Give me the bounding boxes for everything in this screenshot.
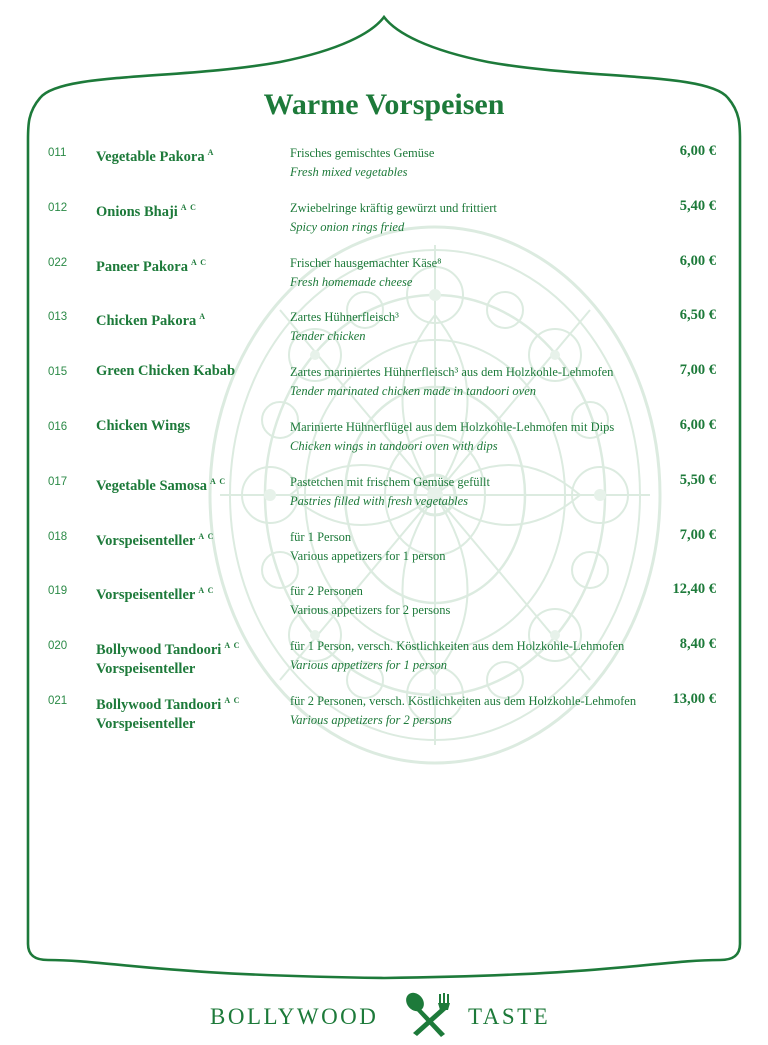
menu-item-code: 020 (48, 640, 68, 653)
menu-item-row (0, 527, 768, 577)
menu-item-description (290, 637, 665, 675)
page-title: Warme Vorspeisen (263, 88, 505, 121)
menu-item-price: 8,40 € (679, 636, 716, 653)
menu-item-description (290, 254, 665, 292)
menu-item-name (96, 143, 286, 167)
brand-name-left: BOLLYWOOD (210, 1004, 379, 1029)
menu-item-name-line1: Vorspeisenteller (96, 587, 196, 604)
description-german: Pastetchen mit frischem Gemüse gefüllt (290, 474, 490, 489)
menu-item-row (0, 307, 768, 357)
description-english: Chicken wings in tandoori oven with dips (290, 439, 498, 453)
description-german: Zwiebelringe kräftig gewürzt und frittiert (290, 200, 497, 215)
menu-item-row (0, 691, 768, 741)
menu-item-name (96, 253, 286, 277)
menu-item-code: 018 (48, 530, 68, 543)
allergen-codes: A C (180, 202, 197, 212)
description-english: Pastries filled with fresh vegetables (290, 493, 468, 508)
menu-item-price: 6,00 € (679, 143, 716, 159)
menu-item-row (0, 198, 768, 248)
menu-item-code: 011 (48, 147, 67, 159)
menu-item-row (0, 253, 768, 303)
menu-item-row (0, 143, 768, 193)
menu-item-row (0, 362, 768, 412)
menu-item-row (0, 472, 768, 522)
description-german: für 2 Personen, versch. Köstlichkeiten aus dem Holzkohle-Lehmofen (290, 694, 637, 708)
allergen-codes: A C (190, 257, 208, 267)
description-german: Frischer hausgemachter Käse⁸ (290, 255, 442, 270)
menu-item-price: 7,00 € (679, 526, 716, 543)
menu-item-row (0, 636, 768, 686)
menu-item-code: 021 (48, 695, 68, 707)
menu-item-name-line1: Chicken Pakora (96, 313, 197, 330)
description-english: Fresh homemade cheese (290, 274, 413, 289)
description-german: Zartes mariniertes Hühnerfleisch³ aus dem Holzkohle-Lehmofen (290, 365, 614, 380)
menu-item-description (290, 582, 665, 620)
description-english: Various appetizers for 2 persons (290, 713, 452, 727)
menu-item-name (96, 527, 286, 551)
menu-item-name (96, 581, 286, 605)
menu-item-name (96, 472, 286, 496)
menu-item-name-line1: Chicken Wings (96, 418, 191, 434)
menu-item-code: 013 (48, 311, 68, 324)
menu-item-name-line1: Vorspeisenteller (96, 532, 196, 549)
crossed-spoon-fork-icon (403, 992, 455, 1038)
menu-item-description (290, 199, 665, 237)
menu-item-row (0, 581, 768, 631)
description-english: Tender marinated chicken made in tandoori oven (290, 384, 537, 399)
allergen-codes: A (199, 312, 207, 322)
menu-item-description (290, 418, 665, 456)
menu-item-description (290, 144, 665, 182)
description-german: für 2 Personen (290, 584, 363, 599)
menu-item-description (290, 473, 665, 511)
description-german: für 1 Person, versch. Köstlichkeiten aus dem Holzkohle-Lehmofen (290, 639, 625, 654)
menu-item-price: 7,00 € (679, 362, 716, 379)
description-german: für 1 Person (290, 529, 352, 544)
menu-item-name-line2: Vorspeisenteller (96, 661, 196, 678)
menu-item-name-line1: Vegetable Samosa (96, 477, 208, 494)
menu-item-price: 5,40 € (679, 197, 716, 214)
menu-item-row (0, 417, 768, 467)
brand-name-right: TASTE (468, 1004, 551, 1029)
menu-item-price: 6,00 € (679, 417, 716, 433)
menu-item-code: 022 (48, 256, 68, 269)
description-english: Various appetizers for 1 person (290, 658, 447, 673)
allergen-codes: A C (210, 476, 227, 486)
allergen-codes: A C (198, 586, 215, 596)
menu-item-price: 12,40 € (672, 581, 716, 598)
description-english: Various appetizers for 2 persons (290, 603, 451, 618)
menu-item-code: 019 (48, 585, 68, 598)
menu-item-name (96, 691, 286, 734)
allergen-codes: A C (224, 641, 241, 651)
description-english: Fresh mixed vegetables (290, 165, 408, 179)
menu-item-name (96, 307, 286, 331)
menu-item-name-line1: Paneer Pakora (96, 258, 188, 275)
menu-item-price: 6,50 € (679, 307, 716, 324)
menu-item-description (290, 363, 665, 401)
menu-item-name (96, 362, 286, 381)
menu-item-name-line1: Vegetable Pakora (96, 149, 205, 165)
menu-item-name-line2: Vorspeisenteller (96, 716, 196, 732)
menu-item-price: 13,00 € (672, 691, 716, 707)
menu-item-code: 012 (48, 201, 68, 214)
allergen-codes: A (207, 148, 215, 157)
menu-item-description (290, 528, 665, 566)
description-english: Tender chicken (290, 329, 366, 344)
allergen-codes: A C (224, 696, 241, 705)
menu-item-name-line1: Bollywood Tandoori (96, 697, 222, 713)
description-german: Marinierte Hühnerflügel aus dem Holzkohle-Lehmofen mit Dips (290, 420, 615, 434)
menu-item-code: 015 (48, 366, 68, 379)
description-english: Various appetizers for 1 person (290, 548, 446, 563)
menu-item-price: 5,50 € (679, 471, 716, 488)
description-german: Frisches gemischtes Gemüse (290, 146, 435, 160)
description-german: Zartes Hühnerfleisch³ (290, 310, 399, 325)
menu-item-name (96, 636, 286, 679)
menu-item-price: 6,00 € (679, 252, 716, 269)
menu-item-name-line1: Green Chicken Kabab (96, 363, 236, 380)
menu-item-description (290, 692, 665, 730)
menu-item-name-line1: Bollywood Tandoori (96, 642, 222, 659)
description-english: Spicy onion rings fried (290, 219, 405, 234)
menu-item-name (96, 417, 286, 436)
allergen-codes: A C (198, 531, 215, 541)
menu-item-name-line1: Onions Bhaji (96, 203, 178, 220)
menu-item-code: 017 (48, 475, 68, 488)
menu-item-description (290, 308, 665, 346)
menu-item-code: 016 (48, 421, 68, 433)
footer-brand (0, 990, 768, 1040)
menu-item-name (96, 198, 286, 222)
